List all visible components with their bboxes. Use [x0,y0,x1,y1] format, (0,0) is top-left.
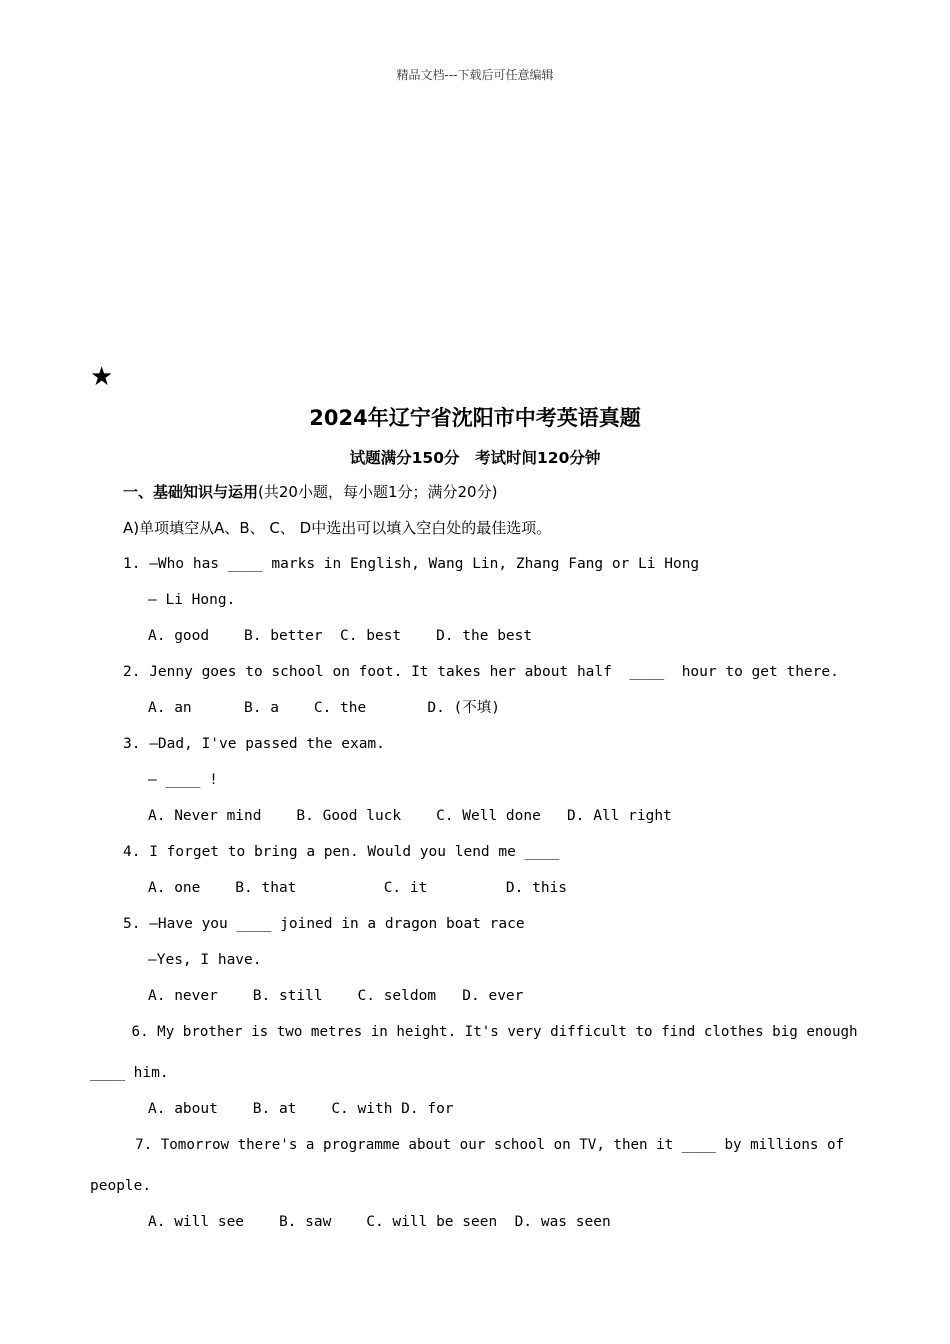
question-1: 1. —Who has ____ marks in English, Wang Lin, Zhang Fang or Li Hong [123,556,700,572]
question-1-options: A. good B. better C. best D. the best [148,628,533,644]
question-7-continued: people. [90,1178,152,1194]
section-note: (共20小题，每小题1分；满分20分) [258,483,498,501]
page-header: 精品文档---下载后可任意编辑 [396,68,554,82]
question-6: 6. My brother is two metres in height. It's very difficult to find clothes big enough [123,1024,858,1040]
question-5-answer: —Yes, I have. [148,952,262,968]
section-heading [123,481,497,502]
question-4: 4. I forget to bring a pen. Would you lend me ____ [123,844,560,860]
question-2-options: A. an B. a C. the D. (不填) [148,700,501,716]
page-title: 2024年辽宁省沈阳市中考英语真题 [309,406,641,430]
question-7: 7. Tomorrow there's a programme about our school on TV, then it ____ by millions of [118,1137,845,1153]
instruction-text: A)单项填空从A、B、 C、 D中选出可以填入空白处的最佳选项。 [123,519,552,537]
question-4-options: A. one B. that C. it D. this [148,880,568,896]
question-7-options: A. will see B. saw C. will be seen D. was seen [148,1214,611,1230]
star-icon: ★ [90,362,114,392]
question-5-options: A. never B. still C. seldom D. ever [148,988,524,1004]
exam-info: 试题满分150分 考试时间120分钟 [349,449,601,467]
question-2: 2. Jenny goes to school on foot. It takes her about half ____ hour to get there. [123,664,839,680]
question-3-answer: — ____ ! [148,772,218,788]
section-title: 一、基础知识与运用 [123,483,259,501]
question-5: 5. —Have you ____ joined in a dragon boat race [123,916,525,932]
question-3-options: A. Never mind B. Good luck C. Well done D. All right [148,808,672,824]
question-1-answer: — Li Hong. [148,592,236,608]
question-6-options: A. about B. at C. with D. for [148,1101,454,1117]
question-3: 3. —Dad, I've passed the exam. [123,736,385,752]
question-6-continued: ____ him. [90,1065,169,1081]
